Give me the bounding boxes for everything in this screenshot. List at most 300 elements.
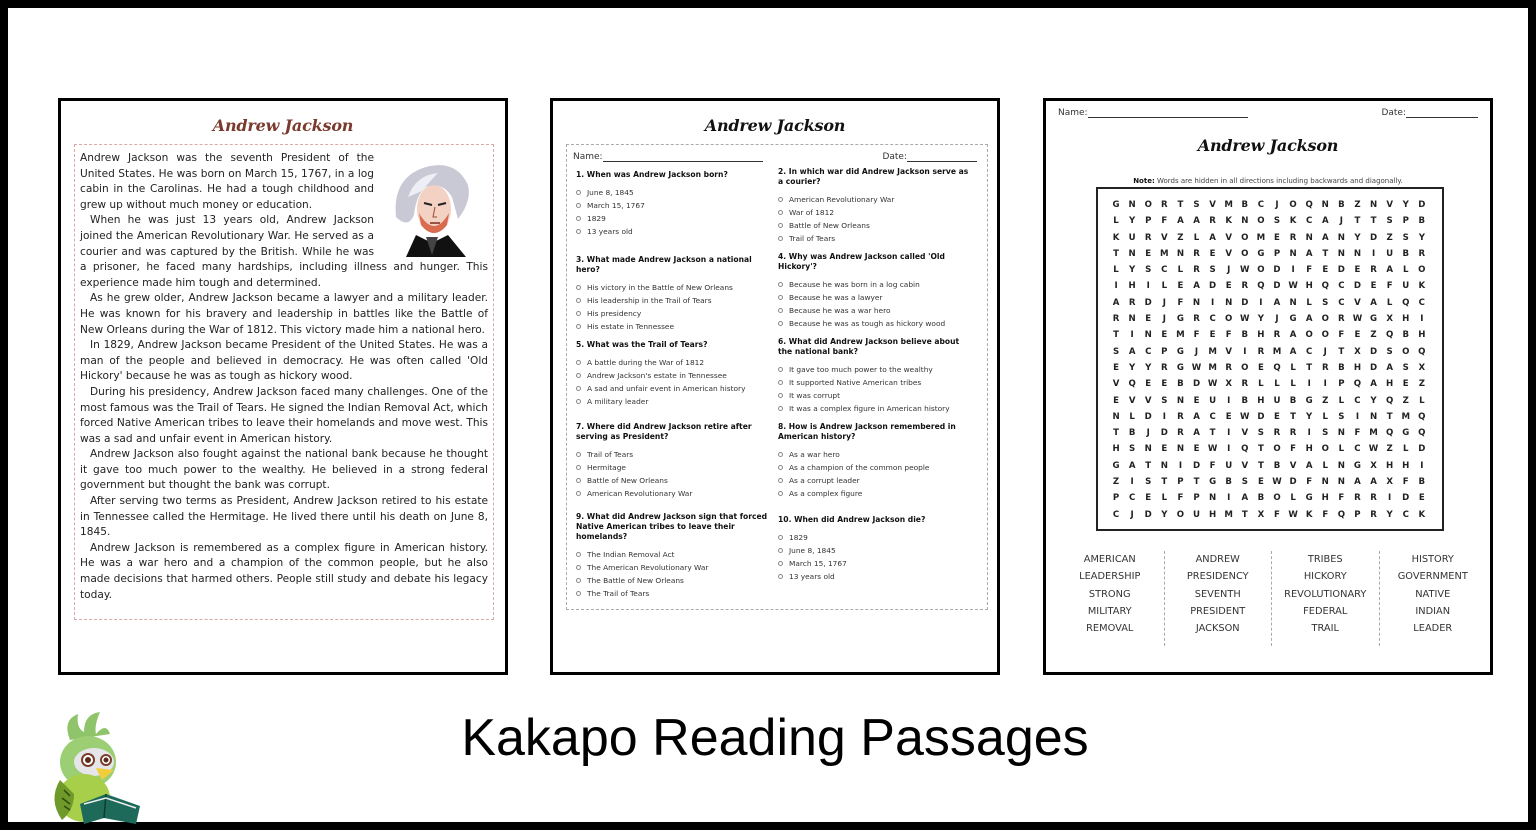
grid-letter[interactable]: O: [1257, 216, 1265, 227]
grid-letter[interactable]: X: [1386, 314, 1393, 325]
grid-letter[interactable]: F: [1161, 216, 1168, 227]
grid-letter[interactable]: I: [1307, 428, 1311, 439]
answer-option[interactable]: [778, 544, 973, 557]
grid-letter[interactable]: E: [1161, 330, 1168, 341]
grid-letter[interactable]: T: [1209, 428, 1216, 439]
answer-option[interactable]: [576, 294, 771, 307]
grid-letter[interactable]: A: [1386, 265, 1393, 276]
grid-letter[interactable]: D: [1369, 362, 1378, 373]
grid-letter[interactable]: N: [1289, 248, 1297, 259]
grid-letter[interactable]: G: [1176, 314, 1184, 325]
grid-letter[interactable]: H: [1353, 362, 1362, 373]
grid-letter[interactable]: D: [1418, 200, 1426, 210]
grid-letter[interactable]: M: [1160, 248, 1169, 259]
grid-letter[interactable]: D: [1144, 411, 1152, 422]
grid-letter[interactable]: C: [1402, 509, 1409, 520]
grid-letter[interactable]: F: [1402, 477, 1409, 488]
grid-letter[interactable]: Q: [1337, 509, 1346, 520]
grid-letter[interactable]: R: [1338, 314, 1345, 325]
grid-letter[interactable]: D: [1209, 281, 1217, 292]
grid-letter[interactable]: V: [1112, 379, 1120, 390]
grid-letter[interactable]: A: [1289, 346, 1297, 357]
grid-letter[interactable]: Q: [1385, 330, 1394, 341]
grid-letter[interactable]: R: [1209, 216, 1216, 227]
grid-letter[interactable]: F: [1386, 281, 1393, 292]
answer-option[interactable]: [778, 363, 973, 376]
grid-letter[interactable]: A: [1193, 216, 1200, 227]
grid-letter[interactable]: L: [1290, 362, 1296, 373]
grid-letter[interactable]: W: [1207, 444, 1218, 455]
grid-letter[interactable]: W: [1240, 314, 1250, 325]
grid-letter[interactable]: E: [1209, 330, 1216, 341]
grid-letter[interactable]: L: [1177, 265, 1184, 276]
grid-letter[interactable]: R: [1112, 314, 1120, 325]
grid-letter[interactable]: F: [1306, 477, 1313, 488]
grid-letter[interactable]: D: [1402, 493, 1410, 504]
grid-letter[interactable]: D: [1257, 411, 1265, 422]
grid-letter[interactable]: C: [1338, 281, 1345, 292]
grid-letter[interactable]: Z: [1386, 444, 1393, 455]
answer-option[interactable]: [778, 487, 973, 500]
grid-letter[interactable]: I: [1227, 493, 1231, 504]
grid-letter[interactable]: Q: [1418, 428, 1426, 439]
grid-letter[interactable]: G: [1402, 428, 1410, 439]
grid-letter[interactable]: I: [1371, 248, 1376, 259]
grid-letter[interactable]: R: [1193, 248, 1200, 259]
grid-letter[interactable]: F: [1290, 444, 1297, 455]
grid-letter[interactable]: C: [1418, 297, 1425, 308]
grid-letter[interactable]: S: [1241, 477, 1248, 488]
grid-letter[interactable]: R: [1273, 428, 1281, 439]
grid-letter[interactable]: G: [1257, 248, 1265, 259]
grid-letter[interactable]: P: [1354, 509, 1361, 520]
grid-letter[interactable]: Q: [1418, 411, 1426, 422]
grid-letter[interactable]: S: [1386, 216, 1393, 227]
grid-letter[interactable]: A: [1321, 216, 1329, 227]
grid-letter[interactable]: O: [1305, 330, 1313, 341]
answer-option[interactable]: [778, 278, 973, 291]
grid-letter[interactable]: G: [1353, 460, 1361, 471]
grid-letter[interactable]: Q: [1257, 281, 1265, 292]
grid-letter[interactable]: I: [1227, 444, 1231, 455]
grid-letter[interactable]: R: [1241, 281, 1249, 292]
grid-letter[interactable]: W: [1240, 265, 1250, 276]
grid-letter[interactable]: Y: [1129, 216, 1136, 227]
grid-letter[interactable]: Q: [1418, 346, 1426, 357]
grid-letter[interactable]: T: [1386, 411, 1393, 422]
grid-letter[interactable]: S: [1257, 428, 1264, 439]
grid-letter[interactable]: Q: [1273, 362, 1281, 373]
grid-letter[interactable]: I: [1227, 428, 1231, 439]
grid-letter[interactable]: R: [1161, 362, 1168, 373]
grid-letter[interactable]: E: [1274, 232, 1280, 243]
grid-letter[interactable]: A: [1241, 493, 1249, 504]
grid-letter[interactable]: L: [1402, 444, 1409, 455]
grid-letter[interactable]: H: [1386, 460, 1394, 471]
grid-letter[interactable]: F: [1177, 493, 1184, 504]
grid-letter[interactable]: W: [1288, 281, 1298, 292]
grid-letter[interactable]: N: [1144, 444, 1152, 455]
grid-letter[interactable]: R: [1241, 379, 1249, 390]
grid-letter[interactable]: R: [1289, 232, 1297, 243]
grid-letter[interactable]: B: [1338, 362, 1345, 373]
grid-letter[interactable]: Y: [1370, 395, 1377, 406]
grid-letter[interactable]: U: [1402, 281, 1410, 292]
grid-letter[interactable]: C: [1306, 216, 1313, 227]
grid-letter[interactable]: H: [1128, 281, 1136, 292]
grid-letter[interactable]: N: [1305, 232, 1313, 243]
grid-letter[interactable]: N: [1209, 493, 1217, 504]
grid-letter[interactable]: Y: [1129, 265, 1136, 276]
grid-letter[interactable]: A: [1289, 330, 1297, 341]
grid-letter[interactable]: K: [1289, 216, 1297, 227]
grid-letter[interactable]: M: [1272, 346, 1282, 357]
grid-letter[interactable]: P: [1402, 216, 1409, 227]
grid-letter[interactable]: P: [1338, 379, 1345, 390]
grid-letter[interactable]: R: [1370, 493, 1377, 504]
grid-letter[interactable]: B: [1225, 477, 1232, 488]
answer-option[interactable]: [778, 402, 973, 415]
grid-letter[interactable]: W: [1352, 314, 1363, 325]
grid-letter[interactable]: O: [1321, 330, 1329, 341]
answer-option[interactable]: [576, 448, 771, 461]
grid-letter[interactable]: D: [1273, 281, 1281, 292]
grid-letter[interactable]: L: [1161, 281, 1168, 292]
grid-letter[interactable]: R: [1144, 232, 1152, 243]
answer-option[interactable]: [576, 587, 771, 600]
grid-letter[interactable]: E: [1274, 411, 1280, 422]
grid-letter[interactable]: Q: [1385, 395, 1394, 406]
grid-letter[interactable]: D: [1369, 346, 1378, 357]
grid-letter[interactable]: L: [1338, 395, 1345, 406]
grid-letter[interactable]: E: [1161, 444, 1168, 455]
grid-letter[interactable]: C: [1209, 314, 1216, 325]
grid-letter[interactable]: Y: [1145, 362, 1152, 373]
grid-letter[interactable]: W: [1207, 379, 1218, 390]
grid-letter[interactable]: P: [1112, 493, 1120, 504]
grid-letter[interactable]: Z: [1418, 379, 1425, 390]
grid-letter[interactable]: V: [1225, 248, 1233, 259]
grid-letter[interactable]: I: [1420, 460, 1424, 471]
grid-letter[interactable]: D: [1241, 297, 1249, 308]
grid-letter[interactable]: L: [1322, 411, 1328, 422]
grid-letter[interactable]: D: [1418, 444, 1426, 455]
grid-letter[interactable]: B: [1241, 200, 1249, 210]
grid-letter[interactable]: F: [1338, 493, 1345, 504]
grid-letter[interactable]: F: [1193, 330, 1200, 341]
grid-letter[interactable]: G: [1112, 460, 1120, 471]
grid-letter[interactable]: B: [1241, 395, 1249, 406]
grid-letter[interactable]: L: [1161, 493, 1168, 504]
name-field[interactable]: [1058, 108, 1248, 118]
grid-letter[interactable]: E: [1145, 493, 1152, 504]
grid-letter[interactable]: E: [1257, 477, 1264, 488]
grid-letter[interactable]: B: [1177, 379, 1184, 390]
grid-letter[interactable]: S: [1402, 232, 1409, 243]
grid-letter[interactable]: L: [1386, 297, 1393, 308]
date-field[interactable]: [882, 152, 977, 162]
grid-letter[interactable]: V: [1128, 395, 1136, 406]
grid-letter[interactable]: T: [1306, 362, 1313, 373]
grid-letter[interactable]: R: [1370, 265, 1377, 276]
grid-letter[interactable]: A: [1128, 346, 1136, 357]
grid-letter[interactable]: J: [1227, 265, 1231, 276]
grid-letter[interactable]: N: [1192, 297, 1201, 308]
grid-letter[interactable]: C: [1338, 297, 1345, 308]
grid-letter[interactable]: A: [1354, 477, 1361, 488]
answer-option[interactable]: [778, 389, 973, 402]
grid-letter[interactable]: C: [1354, 395, 1361, 406]
grid-letter[interactable]: I: [1307, 379, 1311, 390]
grid-letter[interactable]: N: [1353, 248, 1362, 259]
grid-letter[interactable]: W: [1240, 411, 1250, 422]
grid-letter[interactable]: Y: [1402, 200, 1409, 210]
grid-letter[interactable]: T: [1257, 444, 1264, 455]
grid-letter[interactable]: V: [1241, 460, 1249, 471]
grid-letter[interactable]: G: [1370, 314, 1378, 325]
grid-letter[interactable]: A: [1305, 460, 1313, 471]
grid-letter[interactable]: D: [1337, 265, 1345, 276]
grid-letter[interactable]: J: [1323, 346, 1327, 357]
grid-letter[interactable]: J: [1275, 200, 1279, 210]
grid-letter[interactable]: R: [1370, 509, 1377, 520]
grid-letter[interactable]: E: [1322, 265, 1329, 276]
grid-letter[interactable]: L: [1338, 444, 1345, 455]
grid-letter[interactable]: E: [1193, 395, 1200, 406]
grid-letter[interactable]: J: [1130, 509, 1134, 520]
grid-letter[interactable]: C: [1145, 346, 1152, 357]
grid-letter[interactable]: T: [1338, 346, 1345, 357]
grid-letter[interactable]: F: [1322, 509, 1329, 520]
grid-letter[interactable]: E: [1145, 248, 1152, 259]
grid-letter[interactable]: Y: [1306, 411, 1313, 422]
grid-letter[interactable]: N: [1337, 248, 1345, 259]
answer-option[interactable]: [576, 199, 771, 212]
answer-option[interactable]: [778, 291, 973, 304]
grid-letter[interactable]: B: [1338, 200, 1345, 210]
grid-letter[interactable]: R: [1177, 411, 1184, 422]
grid-letter[interactable]: U: [1386, 248, 1394, 259]
grid-letter[interactable]: R: [1418, 248, 1426, 259]
grid-letter[interactable]: A: [1370, 297, 1377, 308]
grid-letter[interactable]: M: [1401, 411, 1411, 422]
grid-letter[interactable]: N: [1144, 330, 1152, 341]
grid-letter[interactable]: H: [1402, 460, 1410, 471]
grid-letter[interactable]: R: [1273, 330, 1281, 341]
grid-letter[interactable]: J: [1162, 314, 1166, 325]
grid-letter[interactable]: N: [1128, 200, 1136, 210]
grid-letter[interactable]: A: [1193, 281, 1200, 292]
answer-option[interactable]: [778, 206, 973, 219]
grid-letter[interactable]: W: [1191, 362, 1202, 373]
grid-letter[interactable]: K: [1418, 509, 1426, 520]
grid-letter[interactable]: Z: [1370, 330, 1377, 341]
grid-letter[interactable]: P: [1193, 493, 1200, 504]
grid-letter[interactable]: L: [1322, 460, 1328, 471]
answer-option[interactable]: [576, 561, 771, 574]
answer-option[interactable]: [778, 317, 973, 330]
grid-letter[interactable]: L: [1193, 232, 1200, 243]
grid-letter[interactable]: A: [1177, 216, 1184, 227]
grid-letter[interactable]: J: [1194, 346, 1199, 357]
grid-letter[interactable]: N: [1176, 395, 1185, 406]
grid-letter[interactable]: B: [1257, 493, 1265, 504]
grid-letter[interactable]: E: [1209, 248, 1216, 259]
grid-letter[interactable]: S: [1209, 265, 1216, 276]
grid-letter[interactable]: M: [1208, 346, 1217, 357]
grid-letter[interactable]: H: [1209, 509, 1217, 520]
grid-letter[interactable]: S: [1145, 265, 1152, 276]
grid-letter[interactable]: O: [1241, 362, 1249, 373]
grid-letter[interactable]: Q: [1353, 379, 1362, 390]
grid-letter[interactable]: Y: [1386, 509, 1393, 520]
grid-letter[interactable]: N: [1128, 314, 1136, 325]
answer-option[interactable]: [576, 382, 771, 395]
answer-option[interactable]: [576, 461, 771, 474]
grid-letter[interactable]: J: [1275, 314, 1279, 325]
grid-letter[interactable]: S: [1322, 428, 1329, 439]
grid-letter[interactable]: I: [1146, 281, 1150, 292]
grid-letter[interactable]: N: [1337, 232, 1345, 243]
answer-option[interactable]: [576, 474, 771, 487]
grid-letter[interactable]: T: [1241, 509, 1248, 520]
grid-letter[interactable]: E: [1161, 379, 1168, 390]
grid-letter[interactable]: W: [1272, 477, 1282, 488]
date-field[interactable]: [1381, 108, 1478, 118]
grid-letter[interactable]: R: [1321, 362, 1329, 373]
answer-option[interactable]: [778, 232, 973, 245]
grid-letter[interactable]: P: [1161, 346, 1168, 357]
grid-letter[interactable]: G: [1112, 200, 1120, 210]
grid-letter[interactable]: Q: [1385, 428, 1394, 439]
grid-letter[interactable]: C: [1112, 509, 1120, 520]
grid-letter[interactable]: H: [1305, 444, 1313, 455]
grid-letter[interactable]: J: [1339, 216, 1343, 227]
grid-letter[interactable]: E: [1113, 362, 1119, 373]
grid-letter[interactable]: S: [1161, 395, 1168, 406]
grid-letter[interactable]: B: [1289, 395, 1297, 406]
grid-letter[interactable]: C: [1209, 411, 1216, 422]
grid-letter[interactable]: A: [1273, 297, 1281, 308]
grid-letter[interactable]: K: [1112, 232, 1120, 243]
grid-letter[interactable]: M: [1224, 509, 1233, 520]
grid-letter[interactable]: N: [1321, 200, 1329, 210]
grid-letter[interactable]: E: [1370, 281, 1377, 292]
grid-letter[interactable]: N: [1369, 411, 1378, 422]
grid-letter[interactable]: W: [1368, 444, 1379, 455]
answer-option[interactable]: [576, 307, 771, 320]
grid-letter[interactable]: D: [1369, 232, 1378, 243]
grid-letter[interactable]: N: [1337, 477, 1345, 488]
grid-letter[interactable]: I: [1291, 265, 1295, 276]
grid-letter[interactable]: E: [1177, 281, 1184, 292]
grid-letter[interactable]: M: [1176, 330, 1185, 341]
answer-option[interactable]: [778, 570, 973, 583]
grid-letter[interactable]: G: [1176, 346, 1184, 357]
grid-letter[interactable]: N: [1337, 428, 1345, 439]
grid-letter[interactable]: S: [1273, 216, 1281, 227]
answer-option[interactable]: [576, 487, 771, 500]
grid-letter[interactable]: S: [1322, 297, 1329, 308]
grid-letter[interactable]: B: [1241, 330, 1249, 341]
grid-letter[interactable]: U: [1273, 395, 1281, 406]
grid-letter[interactable]: K: [1418, 281, 1426, 292]
grid-letter[interactable]: Q: [1321, 281, 1329, 292]
grid-letter[interactable]: Y: [1257, 314, 1264, 325]
grid-letter[interactable]: L: [1258, 379, 1264, 390]
grid-letter[interactable]: V: [1289, 460, 1297, 471]
answer-option[interactable]: [778, 219, 973, 232]
grid-letter[interactable]: L: [1290, 379, 1296, 390]
answer-option[interactable]: [778, 461, 973, 474]
grid-letter[interactable]: C: [1257, 200, 1265, 210]
answer-option[interactable]: [778, 531, 973, 544]
grid-letter[interactable]: N: [1128, 248, 1136, 259]
grid-letter[interactable]: R: [1354, 493, 1361, 504]
grid-letter[interactable]: H: [1257, 330, 1265, 341]
grid-letter[interactable]: I: [1114, 281, 1118, 292]
answer-option[interactable]: [778, 376, 973, 389]
grid-letter[interactable]: E: [1402, 379, 1409, 390]
grid-letter[interactable]: S: [1129, 444, 1136, 455]
grid-letter[interactable]: A: [1305, 314, 1313, 325]
grid-letter[interactable]: N: [1176, 248, 1185, 259]
grid-letter[interactable]: Q: [1128, 379, 1136, 390]
grid-letter[interactable]: X: [1386, 477, 1393, 488]
grid-letter[interactable]: H: [1418, 330, 1426, 341]
grid-letter[interactable]: F: [1306, 265, 1313, 276]
grid-letter[interactable]: M: [1256, 232, 1266, 243]
grid-letter[interactable]: B: [1128, 428, 1136, 439]
grid-letter[interactable]: P: [1177, 477, 1184, 488]
grid-letter[interactable]: E: [1145, 314, 1152, 325]
grid-letter[interactable]: L: [1113, 265, 1119, 276]
grid-letter[interactable]: S: [1145, 477, 1152, 488]
grid-letter[interactable]: H: [1112, 444, 1120, 455]
grid-letter[interactable]: L: [1129, 411, 1135, 422]
grid-letter[interactable]: X: [1418, 362, 1426, 373]
grid-letter[interactable]: D: [1289, 477, 1297, 488]
grid-letter[interactable]: A: [1321, 232, 1329, 243]
grid-letter[interactable]: S: [1402, 362, 1409, 373]
answer-option[interactable]: [576, 369, 771, 382]
grid-letter[interactable]: R: [1257, 346, 1265, 357]
grid-letter[interactable]: A: [1193, 411, 1200, 422]
grid-letter[interactable]: E: [1354, 330, 1361, 341]
grid-letter[interactable]: D: [1160, 428, 1168, 439]
grid-letter[interactable]: A: [1370, 379, 1377, 390]
grid-letter[interactable]: V: [1241, 428, 1249, 439]
grid-letter[interactable]: Z: [1177, 232, 1184, 243]
grid-letter[interactable]: Y: [1129, 362, 1136, 373]
grid-letter[interactable]: L: [1402, 265, 1409, 276]
grid-letter[interactable]: R: [1289, 428, 1297, 439]
grid-letter[interactable]: V: [1144, 395, 1152, 406]
grid-letter[interactable]: T: [1257, 460, 1264, 471]
grid-letter[interactable]: G: [1305, 493, 1313, 504]
grid-letter[interactable]: T: [1193, 477, 1200, 488]
grid-letter[interactable]: T: [1290, 411, 1297, 422]
grid-letter[interactable]: A: [1193, 428, 1200, 439]
grid-letter[interactable]: D: [1144, 297, 1152, 308]
grid-letter[interactable]: L: [1419, 395, 1425, 406]
grid-letter[interactable]: Y: [1161, 509, 1168, 520]
grid-letter[interactable]: E: [1225, 281, 1232, 292]
grid-letter[interactable]: G: [1289, 314, 1297, 325]
grid-letter[interactable]: S: [1386, 346, 1393, 357]
grid-letter[interactable]: Z: [1354, 200, 1361, 210]
grid-letter[interactable]: D: [1192, 379, 1201, 390]
